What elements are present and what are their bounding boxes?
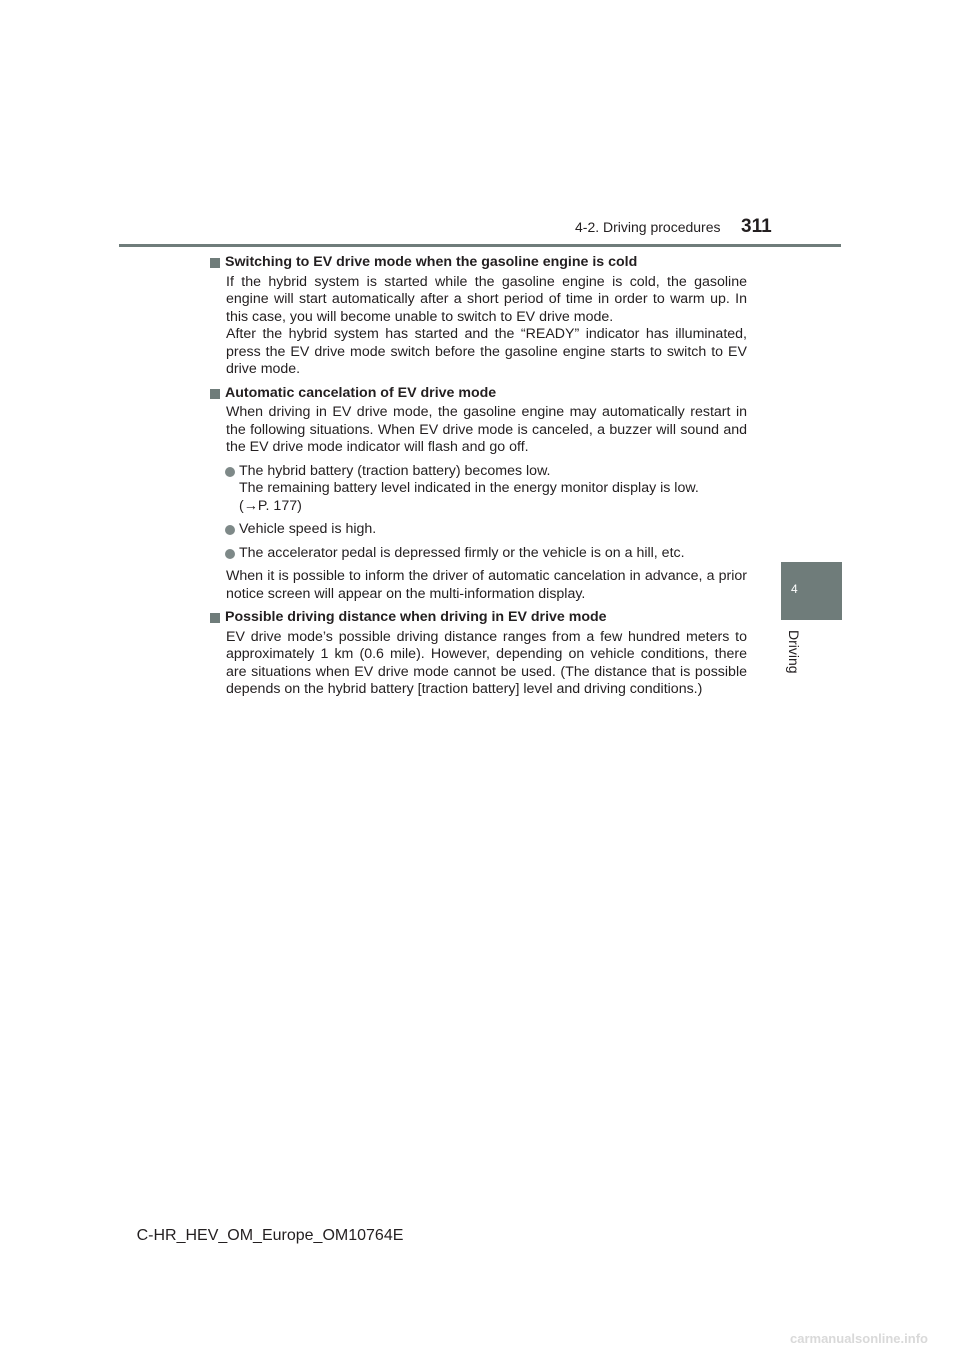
section-heading: Automatic cancelation of EV drive mode [209, 385, 747, 403]
page-number: 311 [741, 216, 772, 237]
list-item: The accelerator pedal is depressed firmly or the vehicle is on a hill, etc. [209, 545, 747, 563]
circle-bullet-icon [225, 467, 235, 477]
chapter-number: 4 [791, 582, 798, 596]
chapter-label: Driving [786, 630, 802, 674]
paragraph: EV drive mode’s possible driving distance ranges from a few hundred meters to approximately 1 km (0.6 mile). However, depending on vehicle conditions, there are situations when EV drive mode cannot be used. (The distance that is possible depends on the hybrid battery [traction battery] level and driving conditions.) [226, 628, 747, 697]
paragraph: After the hybrid system has started and the “READY” indicator has illuminated, press the EV drive mode switch before the gasoline engine starts to switch to EV drive mode. [226, 326, 747, 377]
square-bullet-icon [210, 613, 220, 623]
watermark: carmanualsonline.info [790, 1331, 928, 1346]
section-ev-distance [209, 609, 747, 699]
header-rule [119, 244, 841, 247]
header-section-title: 4-2. Driving procedures [575, 219, 721, 235]
section-heading: Possible driving distance when driving in EV drive mode [209, 609, 747, 627]
circle-bullet-icon [225, 525, 235, 535]
paragraph: When it is possible to inform the driver of automatic cancelation in advance, a prior notice screen will appear on the multi-information display. [226, 568, 747, 602]
list-item: The hybrid battery (traction battery) becomes low. The remaining battery level indicated in the energy monitor display is low. (→P. 177) [209, 463, 747, 516]
section-auto-cancel [209, 385, 747, 604]
paragraph: If the hybrid system is started while the gasoline engine is cold, the gasoline engine will start automatically after a short period of time in order to warm up. In this case, you will become unable to switch to EV drive mode. [226, 273, 747, 325]
document-id: C-HR_HEV_OM_Europe_OM10764E [136, 1227, 404, 1244]
list-item: Vehicle speed is high. [209, 521, 747, 539]
section-heading: Switching to EV drive mode when the gasoline engine is cold [209, 254, 747, 272]
section-ev-cold [209, 254, 747, 379]
page-reference: (→P. 177) [239, 497, 302, 514]
paragraph: When driving in EV drive mode, the gasoline engine may automatically restart in the following situations. When EV drive mode is canceled, a buzzer will sound and the EV drive mode indicator will flash and go off. [226, 404, 747, 455]
page-content [209, 254, 747, 705]
square-bullet-icon [210, 389, 220, 399]
circle-bullet-icon [225, 549, 235, 559]
chapter-tab [781, 562, 842, 620]
square-bullet-icon [210, 258, 220, 268]
